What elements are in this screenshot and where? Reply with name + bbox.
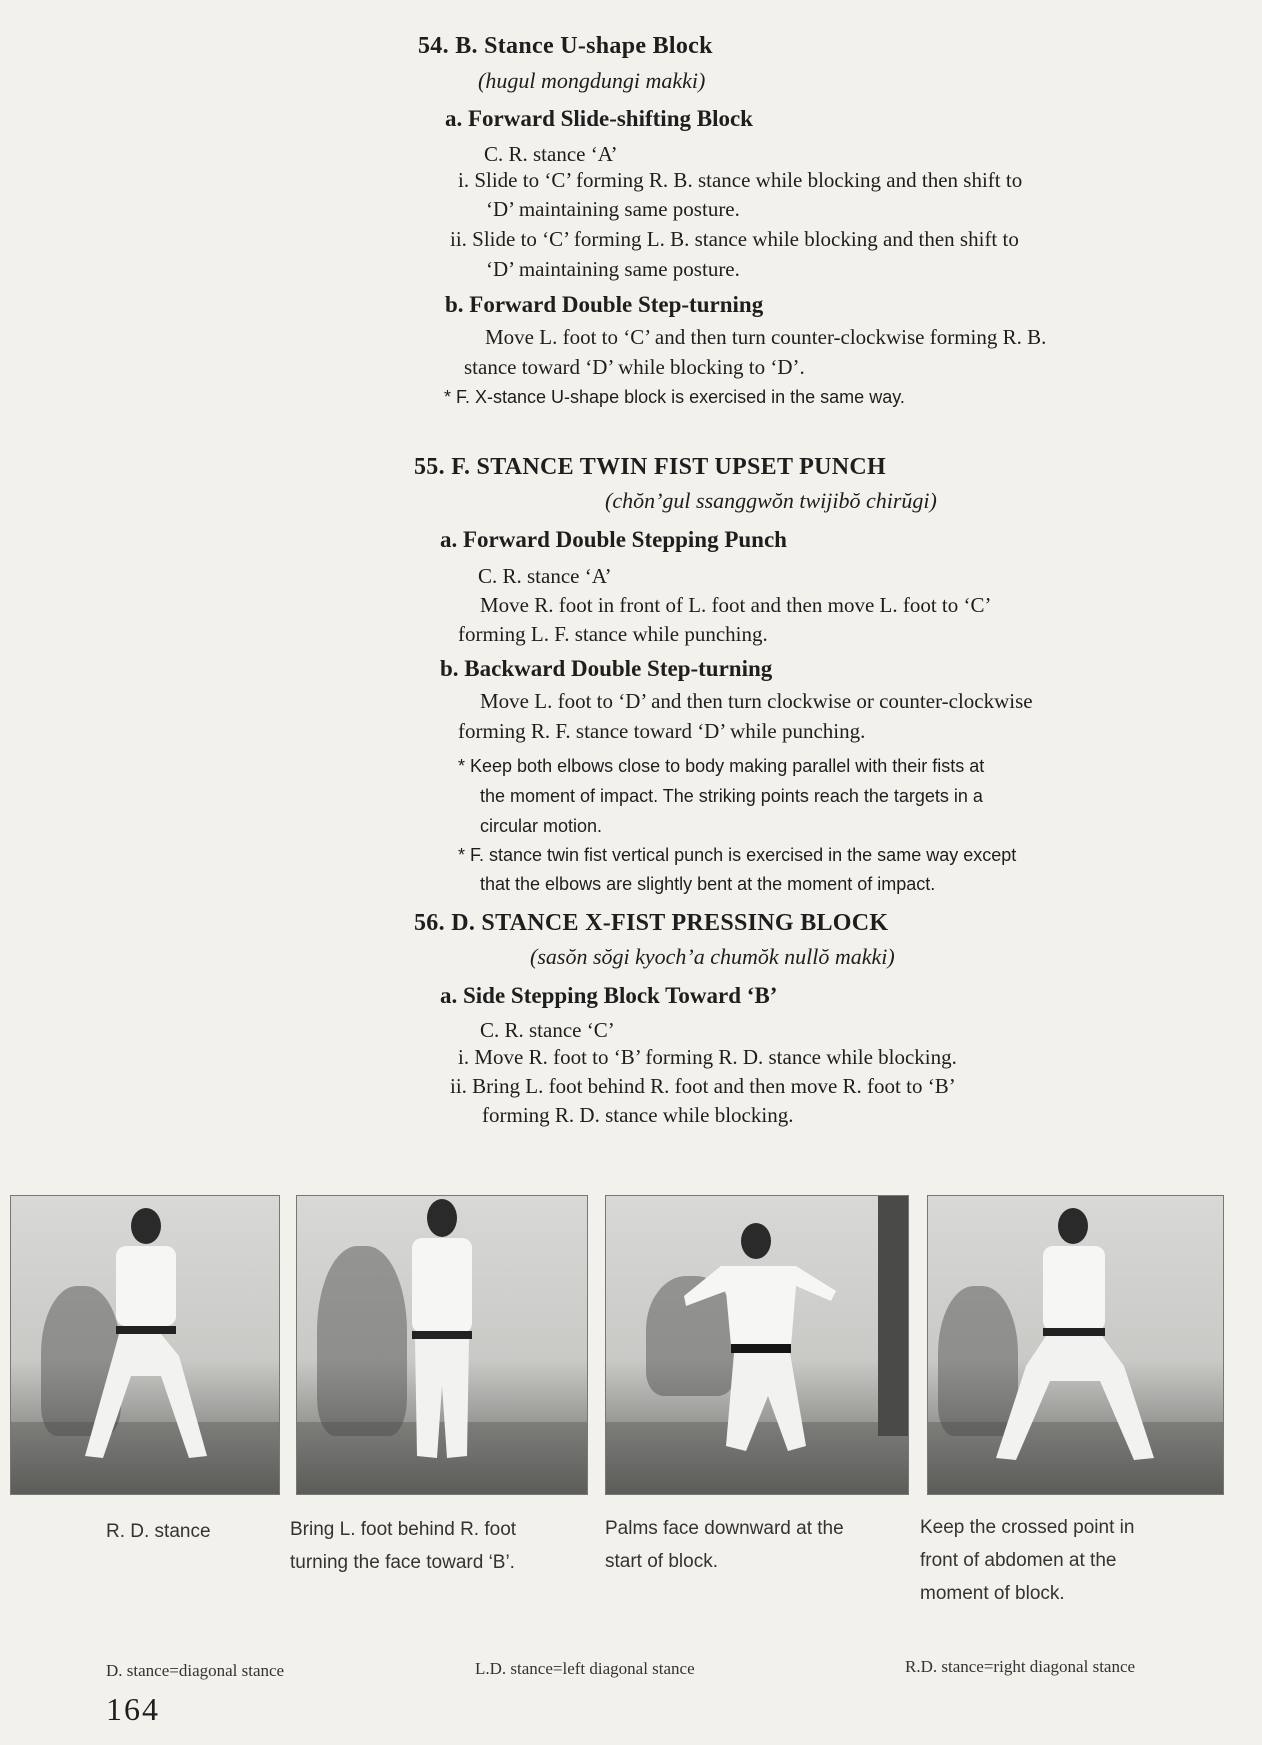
section-54a-ready: C. R. stance ‘A’ — [484, 142, 618, 166]
section-55-heading: 55. F. STANCE TWIN FIST UPSET PUNCH — [414, 454, 886, 480]
section-56a-ready: C. R. stance ‘C’ — [480, 1018, 615, 1042]
figure-illustration — [606, 1196, 908, 1494]
caption-4-line1: Keep the crossed point in — [920, 1517, 1135, 1538]
section-55b-line1: Move L. foot to ‘D’ and then turn clockwise or counter-clockwise — [480, 689, 1033, 713]
section-55-note2-line2: that the elbows are slightly bent at the moment of impact. — [480, 874, 936, 894]
section-55b-title: b. Backward Double Step-turning — [440, 656, 773, 681]
caption-4-line2: front of abdomen at the — [920, 1550, 1117, 1571]
section-54a-step-i-line1: i. Slide to ‘C’ forming R. B. stance while blocking and then shift to — [458, 168, 1023, 192]
section-55a-line1: Move R. foot in front of L. foot and then move L. foot to ‘C’ — [480, 593, 992, 617]
section-54a-step-ii-line1: ii. Slide to ‘C’ forming L. B. stance while blocking and then shift to — [450, 227, 1019, 251]
caption-2-line2: turning the face toward ‘B’. — [290, 1552, 515, 1573]
photo-bring-l-foot — [296, 1195, 588, 1495]
photo-crossed-point — [927, 1195, 1224, 1495]
section-55a-title: a. Forward Double Stepping Punch — [440, 527, 787, 552]
figure-illustration — [11, 1196, 279, 1494]
footnote-d-stance: D. stance=diagonal stance — [106, 1661, 285, 1680]
section-54b-line2: stance toward ‘D’ while blocking to ‘D’. — [464, 355, 805, 379]
figure-illustration — [928, 1196, 1223, 1494]
section-55-romanization: (chŏn’gul ssanggwŏn twijibŏ chirŭgi) — [605, 488, 937, 513]
section-54a-step-ii-line2: ‘D’ maintaining same posture. — [486, 257, 740, 281]
section-55-note2-line1: * F. stance twin fist vertical punch is exercised in the same way except — [458, 845, 1017, 865]
caption-2-line1: Bring L. foot behind R. foot — [290, 1519, 517, 1540]
section-55b-line2: forming R. F. stance toward ‘D’ while punching. — [458, 719, 866, 743]
photo-rd-stance — [10, 1195, 280, 1495]
section-54b-line1: Move L. foot to ‘C’ and then turn counter-clockwise forming R. B. — [485, 325, 1047, 349]
footnote-ld-stance: L.D. stance=left diagonal stance — [475, 1659, 695, 1678]
section-56-romanization: (sasŏn sŏgi kyoch’a chumŏk nullŏ makki) — [530, 944, 895, 969]
section-54-note: * F. X-stance U-shape block is exercised in the same way. — [444, 387, 905, 407]
section-55a-ready: C. R. stance ‘A’ — [478, 564, 612, 588]
section-56a-step-ii-line2: forming R. D. stance while blocking. — [482, 1103, 794, 1127]
caption-1-line1: R. D. stance — [106, 1521, 211, 1542]
section-56a-step-i: i. Move R. foot to ‘B’ forming R. D. stance while blocking. — [458, 1045, 957, 1069]
section-54-heading: 54. B. Stance U-shape Block — [418, 33, 713, 59]
section-55-note1-line2: the moment of impact. The striking points reach the targets in a — [480, 786, 983, 806]
section-56a-title: a. Side Stepping Block Toward ‘B’ — [440, 983, 778, 1008]
section-56a-step-ii-line1: ii. Bring L. foot behind R. foot and then move R. foot to ‘B’ — [450, 1074, 956, 1098]
section-55-note1-line3: circular motion. — [480, 816, 603, 836]
page-number: 164 — [106, 1691, 160, 1727]
section-54-romanization: (hugul mongdungi makki) — [478, 68, 706, 93]
caption-4-line3: moment of block. — [920, 1583, 1065, 1604]
figure-illustration — [297, 1196, 587, 1494]
section-54a-step-i-line2: ‘D’ maintaining same posture. — [486, 197, 740, 221]
section-54a-title: a. Forward Slide-shifting Block — [445, 106, 753, 131]
section-56-heading: 56. D. STANCE X-FIST PRESSING BLOCK — [414, 910, 889, 936]
caption-3-line2: start of block. — [605, 1551, 718, 1572]
section-54b-title: b. Forward Double Step-turning — [445, 292, 764, 317]
footnote-rd-stance: R.D. stance=right diagonal stance — [905, 1657, 1136, 1676]
caption-3-line1: Palms face downward at the — [605, 1518, 844, 1539]
section-55a-line2: forming L. F. stance while punching. — [458, 622, 768, 646]
photo-palms-downward — [605, 1195, 909, 1495]
section-55-note1-line1: * Keep both elbows close to body making parallel with their fists at — [458, 756, 985, 776]
